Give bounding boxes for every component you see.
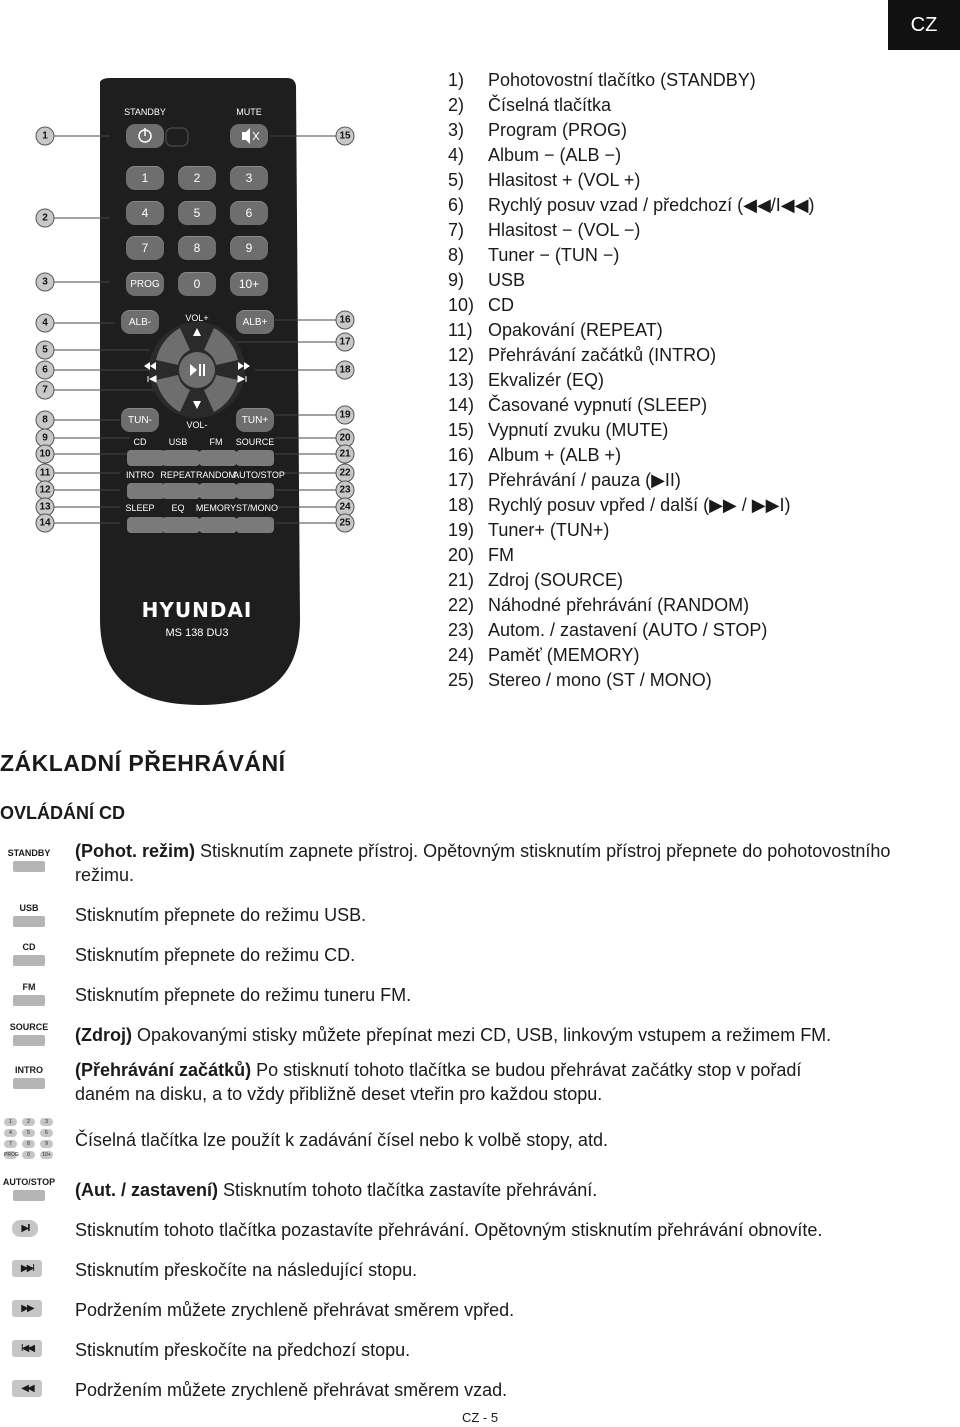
legend-item: 6) Rychlý posuv vzad / předchozí (◀◀/I◀◀) (448, 195, 815, 215)
legend-item: 18) Rychlý posuv vpřed / další (▶▶ / ▶▶I) (448, 495, 791, 515)
remote-button-10plus[interactable]: 10+ (230, 272, 268, 296)
language-tab: CZ (888, 0, 960, 50)
callout-8: 8 (36, 411, 55, 430)
remote-button-5[interactable]: 5 (178, 201, 216, 225)
remote-button-tun-plus[interactable]: TUN+ (236, 408, 274, 432)
legend-item: 20) FM (448, 545, 514, 565)
legend-item: 14) Časované vypnutí (SLEEP) (448, 395, 708, 415)
fast-forward-icon: ▶▶ (12, 1300, 42, 1317)
remote-button-9[interactable]: 9 (230, 236, 268, 260)
callout-16: 16 (336, 311, 355, 330)
numeric-instruction: Číselná tlačítka lze použít k zadávání čísel nebo k volbě stopy, atd. (75, 1130, 608, 1150)
remote-st-mono-label: ST/MONO (236, 503, 278, 513)
auto-stop-instruction: (Aut. / zastavení) Stisknutím tohoto tlačítka zastavíte přehrávání. (75, 1180, 598, 1200)
intro-icon: INTRO (0, 1065, 58, 1089)
legend-item: 21) Zdroj (SOURCE) (448, 570, 624, 590)
callout-21: 21 (336, 445, 355, 464)
rewind-instruction: Podržením můžete zrychleně přehrávat směrem vzad. (75, 1380, 508, 1400)
standby-icon: STANDBY (0, 848, 58, 872)
remote-button-3[interactable]: 3 (230, 166, 268, 190)
callout-11: 11 (36, 464, 55, 483)
remote-memory-label: MEMORY (195, 503, 237, 513)
callout-14: 14 (36, 514, 55, 533)
callout-10: 10 (36, 445, 55, 464)
callout-19: 19 (336, 406, 355, 425)
callout-9: 9 (36, 429, 55, 448)
remote-button-2[interactable]: 2 (178, 166, 216, 190)
fm-instruction: Stisknutím přepnete do režimu tuneru FM. (75, 985, 412, 1005)
legend-item: 5) Hlasitost + (VOL +) (448, 170, 641, 190)
legend-item: 13) Ekvalizér (EQ) (448, 370, 605, 390)
remote-eq-label: EQ (171, 503, 185, 513)
legend-item: 2) Číselná tlačítka (448, 95, 612, 115)
callout-24: 24 (336, 498, 355, 517)
legend-item: 16) Album + (ALB +) (448, 445, 622, 465)
legend-item: 10) CD (448, 295, 514, 315)
remote-button-alb-plus[interactable]: ALB+ (236, 310, 274, 334)
next-track-icon: ▶▶I (12, 1260, 42, 1277)
numeric-keypad-icon: 1 2 3 4 5 6 7 8 9 PROG 0 10+ (4, 1118, 56, 1159)
remote-mute-label: MUTE (236, 107, 262, 117)
model-number: MS 138 DU3 (165, 627, 229, 639)
remote-source-label: SOURCE (235, 437, 275, 447)
legend-item: 25) Stereo / mono (ST / MONO) (448, 670, 712, 690)
callout-15: 15 (336, 127, 355, 146)
callout-17: 17 (336, 333, 355, 352)
callout-2: 2 (36, 209, 55, 228)
auto-stop-icon: AUTO/STOP (0, 1177, 58, 1201)
usb-instruction: Stisknutím přepnete do režimu USB. (75, 905, 367, 925)
remote-standby-label: STANDBY (124, 107, 166, 117)
callout-3: 3 (36, 273, 55, 292)
callout-12: 12 (36, 481, 55, 500)
play-pause-icon: ▶II (12, 1220, 38, 1237)
legend-item: 9) USB (448, 270, 526, 290)
remote-usb-label: USB (168, 437, 188, 447)
callout-4: 4 (36, 314, 55, 333)
usb-icon: USB (0, 903, 58, 927)
remote-button-alb-minus[interactable]: ALB- (121, 310, 159, 334)
cd-instruction: Stisknutím přepnete do režimu CD. (75, 945, 356, 965)
legend-item: 1) Pohotovostní tlačítko (STANDBY) (448, 70, 756, 90)
remote-auto-stop-label: AUTO/STOP (233, 470, 285, 480)
legend-item: 23) Autom. / zastavení (AUTO / STOP) (448, 620, 768, 640)
remote-cd-label: CD (133, 437, 147, 447)
next-instruction: Stisknutím přeskočíte na následující stopu. (75, 1260, 418, 1280)
fm-icon: FM (0, 982, 58, 1006)
legend-item: 24) Paměť (MEMORY) (448, 645, 640, 665)
callout-13: 13 (36, 498, 55, 517)
callout-22: 22 (336, 464, 355, 483)
legend-item: 8) Tuner − (TUN −) (448, 245, 620, 265)
source-icon: SOURCE (0, 1022, 58, 1046)
remote-sleep-label: SLEEP (125, 503, 155, 513)
remote-vol-minus-label: VOL- (186, 420, 208, 430)
legend-item: 4) Album − (ALB −) (448, 145, 622, 165)
remote-button-8[interactable]: 8 (178, 236, 216, 260)
previous-track-icon: I◀◀ (12, 1340, 42, 1357)
remote-button-0[interactable]: 0 (178, 272, 216, 296)
remote-button-4[interactable]: 4 (126, 201, 164, 225)
legend-item: 17) Přehrávání / pauza (▶II) (448, 470, 681, 490)
remote-random-label: RANDOM (196, 470, 236, 480)
legend-item: 7) Hlasitost − (VOL −) (448, 220, 641, 240)
legend-item: 12) Přehrávání začátků (INTRO) (448, 345, 717, 365)
fast-forward-instruction: Podržením můžete zrychleně přehrávat směrem vpřed. (75, 1300, 515, 1320)
remote-button-prog[interactable]: PROG (126, 272, 164, 296)
legend-item: 11) Opakování (REPEAT) (448, 320, 663, 340)
remote-control-illustration (0, 60, 380, 710)
rewind-icon: ◀◀ (12, 1380, 42, 1397)
button-legend-list (448, 68, 814, 693)
page-number: CZ - 5 (461, 1410, 499, 1425)
subsection-title: OVLÁDÁNÍ CD (0, 803, 125, 823)
callout-1: 1 (36, 127, 55, 146)
brand-logo: HYUNDAI (141, 598, 253, 622)
section-title: ZÁKLADNÍ PŘEHRÁVÁNÍ (0, 750, 286, 776)
callout-7: 7 (36, 381, 55, 400)
remote-button-tun-minus[interactable]: TUN- (121, 408, 159, 432)
remote-fm-label: FM (209, 437, 223, 447)
callout-6: 6 (36, 361, 55, 380)
callout-20: 20 (336, 429, 355, 448)
play-pause-instruction: Stisknutím tohoto tlačítka pozastavíte přehrávání. Opětovným stisknutím přehrávání obnovíte. (75, 1220, 823, 1240)
intro-instruction: (Přehrávání začátků) Po stisknutí tohoto tlačítka se budou přehrávat začátky stop v pořadí daném na disku, a to vždy přibližně deset vteřin pro každou stopu. (75, 1060, 802, 1104)
standby-instruction: (Pohot. režim) Stisknutím zapnete přístroj. Opětovným stisknutím přístroj přepnete do pohotovostního režimu. (75, 841, 891, 885)
callout-18: 18 (336, 361, 355, 380)
previous-instruction: Stisknutím přeskočíte na předchozí stopu. (75, 1340, 411, 1360)
remote-vol-plus-label: VOL+ (185, 313, 209, 323)
cd-icon: CD (0, 942, 58, 966)
legend-item: 15) Vypnutí zvuku (MUTE) (448, 420, 669, 440)
callout-25: 25 (336, 514, 355, 533)
remote-repeat-label: REPEAT (160, 470, 196, 480)
source-instruction: (Zdroj) Opakovanými stisky můžete přepínat mezi CD, USB, linkovým vstupem a režimem FM. (75, 1025, 832, 1045)
remote-button-1[interactable]: 1 (126, 166, 164, 190)
callout-23: 23 (336, 481, 355, 500)
remote-button-7[interactable]: 7 (126, 236, 164, 260)
legend-item: 3) Program (PROG) (448, 120, 628, 140)
remote-intro-label: INTRO (126, 470, 154, 480)
remote-button-6[interactable]: 6 (230, 201, 268, 225)
callout-5: 5 (36, 341, 55, 360)
legend-item: 19) Tuner+ (TUN+) (448, 520, 610, 540)
legend-item: 22) Náhodné přehrávání (RANDOM) (448, 595, 750, 615)
